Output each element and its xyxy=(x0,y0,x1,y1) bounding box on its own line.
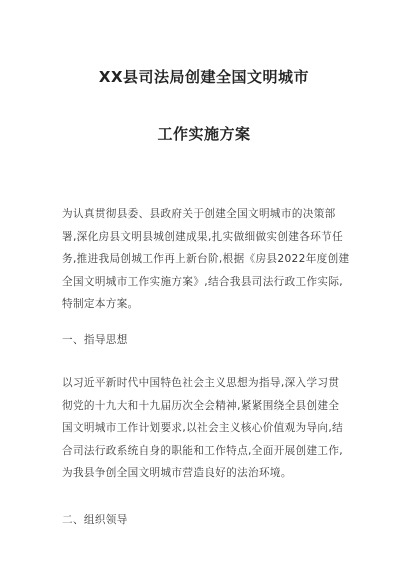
intro-line: 全国文明城市工作实施方案》,结合我县司法行政工作实际, xyxy=(62,275,344,288)
intro-paragraph xyxy=(62,203,350,316)
document-title-line-1: XX县司法局创建全国文明城市 xyxy=(98,68,310,86)
intro-line: 为认真贯彻县委、县政府关于创建全国文明城市的决策部 xyxy=(62,208,336,220)
document-title-line-2: 工作实施方案 xyxy=(157,125,251,143)
guiding-ideology-line: 国文明城市工作计划要求,以社会主义核心价值观为导向,结 xyxy=(62,422,344,435)
guiding-ideology-paragraph xyxy=(62,372,350,485)
guiding-ideology-line: 为我县争创全国文明城市营造良好的法治环境。 xyxy=(62,467,292,480)
intro-line: 务,推进我局创城工作再上新台阶,根据《房县2022年度创建 xyxy=(62,253,350,266)
guiding-ideology-line: 合司法行政系统自身的职能和工作特点,全面开展创建工作, xyxy=(62,444,344,457)
intro-line: 特制定本方案。 xyxy=(62,298,139,311)
intro-line: 署,深化房县文明县城创建成果,扎实做细做实创建各环节任 xyxy=(62,230,344,243)
guiding-ideology-line: 彻党的十九大和十九届历次全会精神,紧紧围绕全县创建全 xyxy=(62,399,340,412)
section-heading-organization: 二、组织领导 xyxy=(62,514,128,526)
guiding-ideology-line: 以习近平新时代中国特色社会主义思想为指导,深入学习贯 xyxy=(62,377,340,389)
section-heading-guiding-ideology: 一、指导思想 xyxy=(62,334,128,346)
